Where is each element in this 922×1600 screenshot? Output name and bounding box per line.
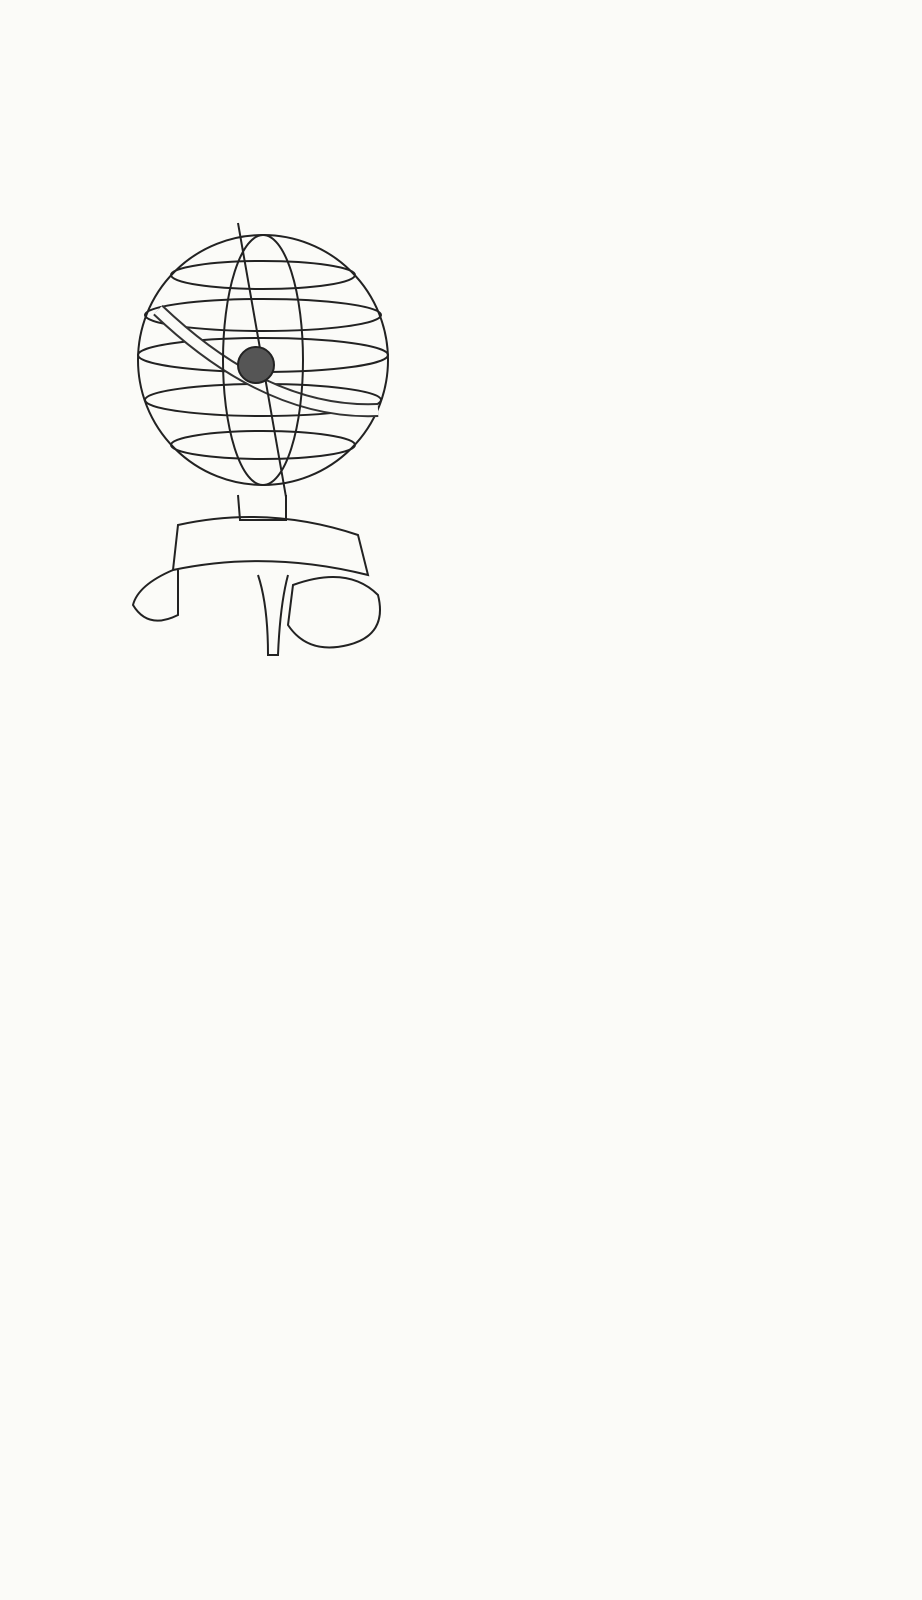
armillary-sphere-illustration	[118, 205, 418, 695]
page-header	[120, 14, 820, 70]
